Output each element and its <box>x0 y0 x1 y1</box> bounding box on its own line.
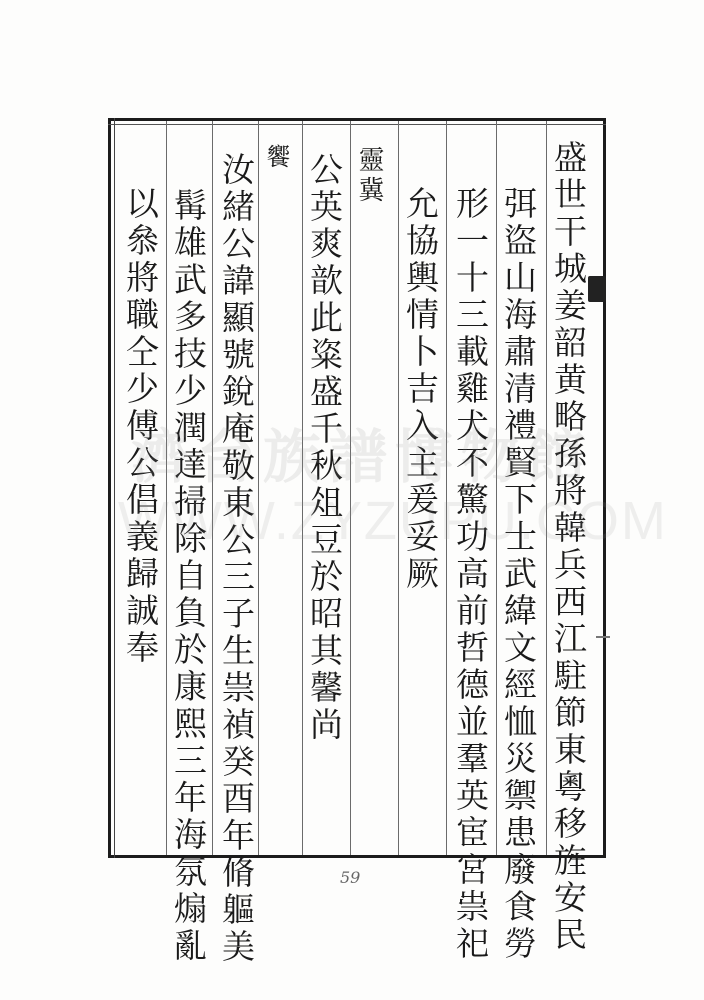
margin-tab-mark <box>588 276 606 302</box>
text-column-4: 允協輿情卜吉入主爰妥厥 <box>401 186 440 593</box>
frame-inner-rule-top <box>108 124 606 125</box>
margin-stroke-mark <box>596 636 610 650</box>
frame-inner-rule-left <box>114 118 115 858</box>
text-column-6: 公英爽歆此粢盛千秋俎豆於昭其馨尚 <box>305 152 344 744</box>
text-column-10: 以叅將職仝少傅公倡義歸誠奉 <box>121 186 160 667</box>
text-column-8: 汝緒公諱顯號銳庵敬東公三子生祟禎癸酉年脩軀美 <box>217 152 256 966</box>
watermark-url: WWW.ZYZUPU.COM <box>118 491 668 551</box>
text-column-2: 弭盜山海肅清禮賢下士武緯文經恤災禦患廢食勞 <box>499 186 538 963</box>
text-column-1: 盛世干城姜韶黄略孫將韓兵西江駐節東粵移旌安民 <box>549 140 588 954</box>
text-column-5: 靈冀 <box>354 146 384 206</box>
text-column-7: 饗 <box>262 144 290 172</box>
text-column-3: 形一十三載雞犬不驚功高前哲德並羣英宦宮祟祀 <box>451 186 490 963</box>
page-number: 59 <box>340 868 361 887</box>
watermark-title: 濟台族譜博物館 <box>130 423 593 491</box>
text-column-9: 髯雄武多技少潤達掃除自負於康熙三年海氛煽亂 <box>169 188 208 965</box>
